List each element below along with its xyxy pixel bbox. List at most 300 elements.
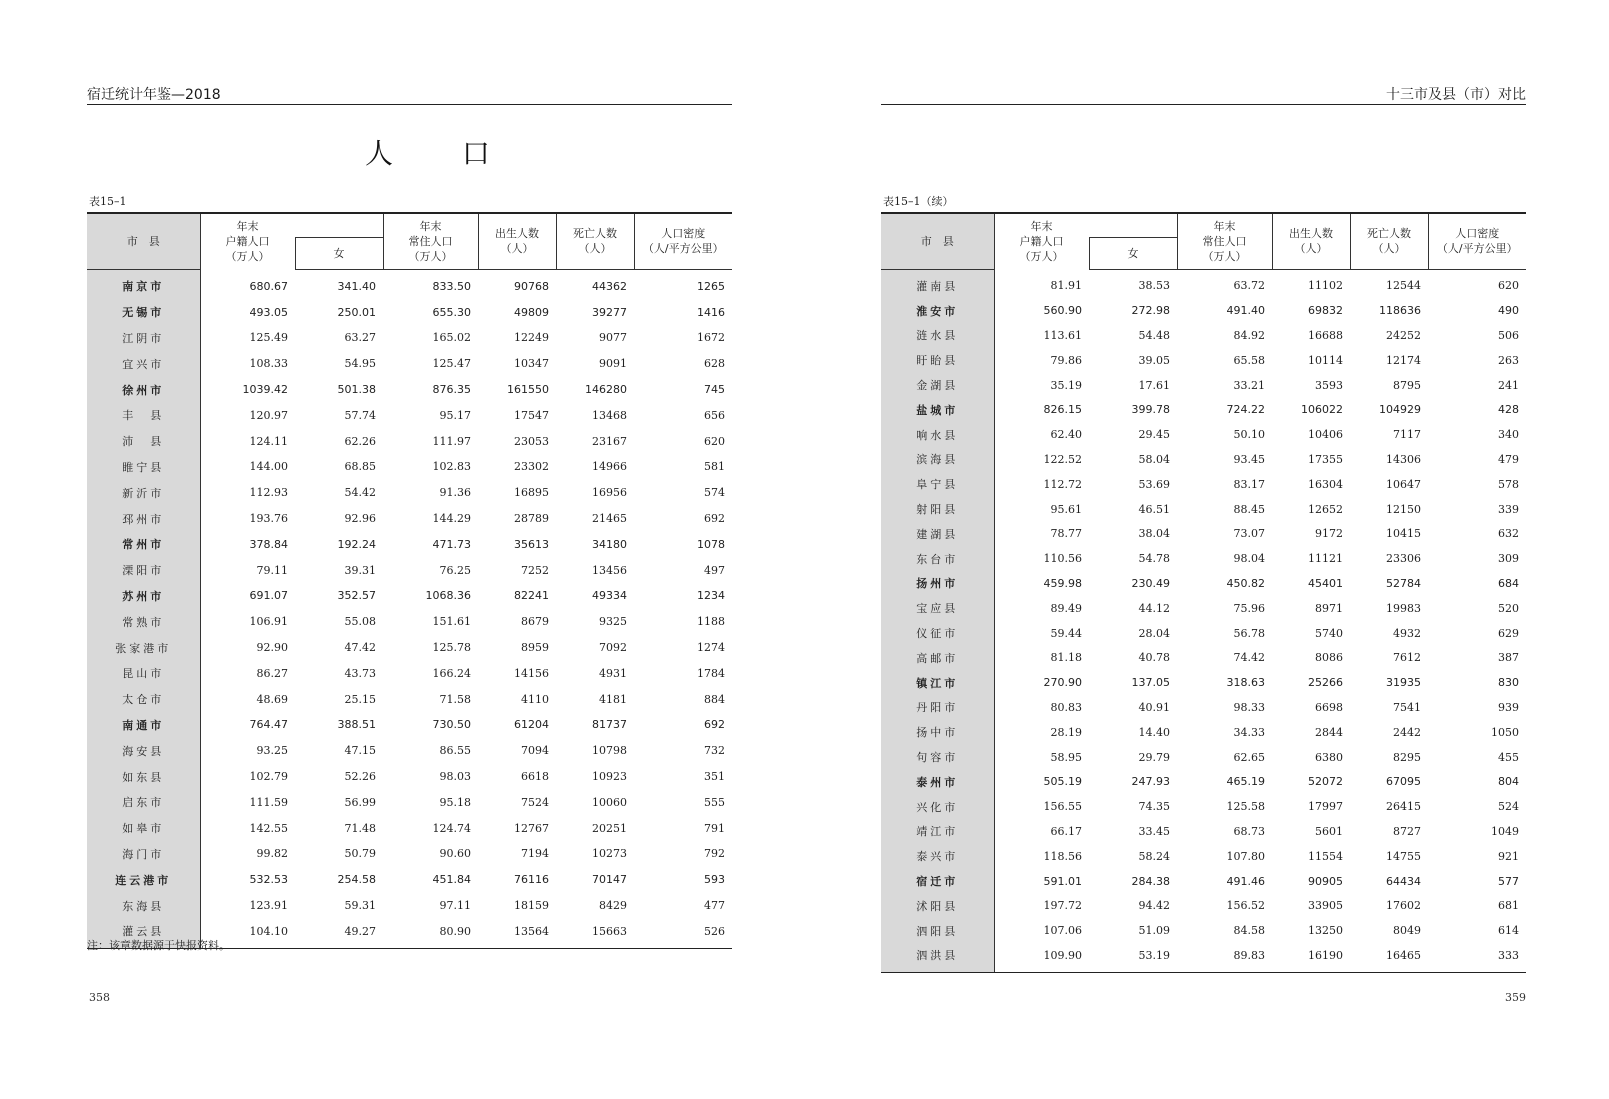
table-row (881, 769, 1526, 794)
area-cell: 泰州市 (881, 769, 994, 794)
header-resident: 年末 常住人口 （万人） (1177, 213, 1272, 269)
registered-cell: 112.93 (249, 486, 288, 500)
table-row (87, 841, 732, 867)
area-cell: 盐城市 (881, 397, 994, 422)
births-cell: 13564 (478, 918, 556, 948)
deaths-cell: 15663 (556, 918, 634, 948)
table-code: 表15–1（续） (883, 195, 954, 208)
births-cell: 76116 (514, 873, 549, 887)
deaths-cell: 9325 (599, 615, 627, 629)
births-cell: 5740 (1315, 626, 1343, 640)
births-cell: 33905 (1308, 899, 1343, 913)
area-cell: 丹阳市 (881, 695, 994, 720)
deaths-cell: 19983 (1386, 601, 1421, 615)
header-rule (881, 104, 1526, 105)
header-deaths: 死亡人数 （人） (1350, 213, 1428, 269)
registered-cell: 62.40 (1050, 428, 1082, 442)
deaths-cell: 49334 (592, 589, 627, 603)
female-cell: 47.15 (344, 744, 376, 758)
density-cell: 1784 (697, 666, 725, 680)
area-cell: 泗洪县 (881, 943, 994, 972)
deaths-cell: 4181 (599, 692, 627, 706)
table-row (881, 397, 1526, 422)
density-cell: 692 (704, 718, 725, 732)
female-cell: 54.42 (344, 486, 376, 500)
density-cell: 351 (704, 770, 725, 784)
table-row (881, 943, 1526, 972)
deaths-cell: 14306 (1386, 452, 1421, 466)
density-cell: 428 (1498, 403, 1519, 417)
resident-cell: 876.35 (432, 383, 471, 397)
header-births: 出生人数 （人） (1272, 213, 1350, 269)
births-cell: 5601 (1315, 824, 1343, 838)
area-cell: 金湖县 (881, 373, 994, 398)
deaths-cell: 118636 (1379, 304, 1421, 318)
registered-cell: 826.15 (1043, 403, 1082, 417)
registered-cell: 28.19 (1050, 725, 1082, 739)
table-row (881, 298, 1526, 323)
density-cell: 455 (1498, 750, 1519, 764)
density-cell: 339 (1498, 502, 1519, 516)
density-cell: 309 (1498, 552, 1519, 566)
footnote: 注：该章数据源于快报资料。 (87, 939, 230, 952)
density-cell: 620 (1498, 279, 1519, 293)
density-cell: 333 (1428, 943, 1526, 972)
table-row (881, 645, 1526, 670)
area-cell: 滨海县 (881, 447, 994, 472)
female-cell: 50.79 (344, 847, 376, 861)
births-cell: 35613 (514, 537, 549, 551)
resident-cell: 166.24 (432, 666, 471, 680)
header-deaths: 死亡人数 （人） (556, 213, 634, 269)
table-row (87, 686, 732, 712)
female-cell: 52.26 (344, 770, 376, 784)
table-row (87, 815, 732, 841)
density-cell: 921 (1498, 849, 1519, 863)
births-cell: 161550 (507, 383, 549, 397)
area-cell: 宜兴市 (87, 351, 200, 377)
deaths-cell: 20251 (592, 821, 627, 835)
female-cell: 74.35 (1138, 800, 1170, 814)
registered-cell: 80.83 (1050, 700, 1082, 714)
resident-cell: 93.45 (1233, 452, 1265, 466)
births-cell: 2844 (1315, 725, 1343, 739)
area-cell: 新沂市 (87, 480, 200, 506)
registered-cell: 118.56 (1043, 849, 1082, 863)
resident-cell: 84.58 (1233, 924, 1265, 938)
registered-cell: 48.69 (256, 692, 288, 706)
density-cell: 732 (704, 744, 725, 758)
registered-cell: 120.97 (249, 408, 288, 422)
resident-cell: 98.03 (439, 770, 471, 784)
births-cell: 82241 (514, 589, 549, 603)
births-cell: 11102 (1308, 279, 1343, 293)
header-female: 女 (295, 237, 383, 269)
deaths-cell: 7092 (599, 641, 627, 655)
table-row (87, 738, 732, 764)
area-cell: 海安县 (87, 738, 200, 764)
deaths-cell: 10798 (592, 744, 627, 758)
resident-cell: 125.78 (432, 641, 471, 655)
registered-cell: 1039.42 (242, 383, 288, 397)
area-cell: 苏州市 (87, 583, 200, 609)
area-cell: 太仓市 (87, 686, 200, 712)
births-cell: 6380 (1315, 750, 1343, 764)
resident-cell: 90.60 (439, 847, 471, 861)
table-row (881, 447, 1526, 472)
area-cell: 兴化市 (881, 794, 994, 819)
density-cell: 614 (1498, 924, 1519, 938)
density-cell: 692 (704, 512, 725, 526)
registered-cell: 89.49 (1050, 601, 1082, 615)
registered-cell: 156.55 (1043, 800, 1082, 814)
header-rule (87, 104, 732, 105)
births-cell: 12249 (514, 331, 549, 345)
resident-cell: 56.78 (1233, 626, 1265, 640)
table-row (881, 745, 1526, 770)
resident-cell: 50.10 (1233, 428, 1265, 442)
deaths-cell: 8727 (1393, 824, 1421, 838)
area-cell: 射阳县 (881, 497, 994, 522)
female-cell: 14.40 (1138, 725, 1170, 739)
female-cell: 46.51 (1138, 502, 1170, 516)
table-row (87, 660, 732, 686)
registered-cell: 111.59 (249, 795, 288, 809)
registered-cell: 86.27 (256, 666, 288, 680)
area-cell: 海门市 (87, 841, 200, 867)
resident-cell: 76.25 (439, 563, 471, 577)
female-cell: 25.15 (344, 692, 376, 706)
density-cell: 791 (704, 821, 725, 835)
female-cell: 54.78 (1138, 552, 1170, 566)
female-cell: 54.95 (344, 357, 376, 371)
table-code: 表15–1 (89, 195, 127, 208)
registered-cell: 81.91 (1050, 279, 1082, 293)
deaths-cell: 7117 (1393, 428, 1421, 442)
births-cell: 49809 (514, 305, 549, 319)
density-cell: 263 (1498, 353, 1519, 367)
density-cell: 555 (704, 795, 725, 809)
table-row (87, 635, 732, 661)
density-cell: 830 (1498, 676, 1519, 690)
registered-cell: 35.19 (1050, 378, 1082, 392)
female-cell: 40.78 (1138, 651, 1170, 665)
area-cell: 南通市 (87, 712, 200, 738)
density-cell: 745 (704, 383, 725, 397)
deaths-cell: 70147 (592, 873, 627, 887)
female-cell: 137.05 (1131, 676, 1170, 690)
female-cell: 68.85 (344, 460, 376, 474)
area-cell: 睢宁县 (87, 454, 200, 480)
births-cell: 7194 (521, 847, 549, 861)
area-cell: 无锡市 (87, 299, 200, 325)
births-cell: 10347 (514, 357, 549, 371)
resident-cell: 1068.36 (425, 589, 471, 603)
registered-cell: 108.33 (249, 357, 288, 371)
resident-cell: 65.58 (1233, 353, 1265, 367)
female-cell: 247.93 (1131, 775, 1170, 789)
registered-cell: 122.52 (1043, 452, 1082, 466)
header-blank (295, 213, 383, 237)
area-cell: 沭阳县 (881, 893, 994, 918)
density-cell: 520 (1498, 601, 1519, 615)
resident-cell: 98.04 (1233, 552, 1265, 566)
area-cell: 宿迁市 (881, 869, 994, 894)
female-cell: 38.04 (1138, 527, 1170, 541)
deaths-cell: 64434 (1386, 874, 1421, 888)
female-cell: 71.48 (344, 821, 376, 835)
deaths-cell: 7541 (1393, 700, 1421, 714)
density-cell: 1265 (697, 279, 725, 293)
deaths-cell: 24252 (1386, 328, 1421, 342)
registered-cell: 93.25 (256, 744, 288, 758)
births-cell: 8679 (521, 615, 549, 629)
resident-cell: 125.58 (1226, 800, 1265, 814)
births-cell: 7094 (521, 744, 549, 758)
births-cell: 12767 (514, 821, 549, 835)
female-cell: 53.69 (1138, 477, 1170, 491)
density-cell: 387 (1498, 651, 1519, 665)
registered-cell: 59.44 (1050, 626, 1082, 640)
registered-cell: 107.06 (1043, 924, 1082, 938)
deaths-cell: 10415 (1386, 527, 1421, 541)
resident-cell: 80.90 (383, 918, 478, 948)
resident-cell: 68.73 (1233, 824, 1265, 838)
density-cell: 656 (704, 408, 725, 422)
deaths-cell: 26415 (1386, 800, 1421, 814)
density-cell: 497 (704, 563, 725, 577)
female-cell: 44.12 (1138, 601, 1170, 615)
births-cell: 8086 (1315, 651, 1343, 665)
table-body-left (87, 269, 732, 949)
births-cell: 7252 (521, 563, 549, 577)
table-row (881, 521, 1526, 546)
female-cell: 63.27 (344, 331, 376, 345)
chapter-title: 人 口 (365, 137, 520, 170)
births-cell: 52072 (1308, 775, 1343, 789)
resident-cell: 97.11 (439, 899, 471, 913)
female-cell: 55.08 (344, 615, 376, 629)
area-cell: 启东市 (87, 789, 200, 815)
registered-cell: 92.90 (256, 641, 288, 655)
header-density: 人口密度 （人/平方公里） (1428, 213, 1526, 269)
table-row (881, 422, 1526, 447)
female-cell: 29.45 (1138, 428, 1170, 442)
resident-cell: 655.30 (432, 305, 471, 319)
density-cell: 578 (1498, 477, 1519, 491)
area-cell: 东海县 (87, 893, 200, 919)
header-registered: 年末 户籍人口 （万人） (994, 213, 1089, 269)
area-cell: 常州市 (87, 531, 200, 557)
births-cell: 8959 (521, 641, 549, 655)
table-row (87, 609, 732, 635)
deaths-cell: 9077 (599, 331, 627, 345)
resident-cell: 75.96 (1233, 601, 1265, 615)
female-cell: 230.49 (1131, 576, 1170, 590)
registered-cell: 680.67 (249, 279, 288, 293)
area-cell: 江阴市 (87, 325, 200, 351)
density-cell: 581 (704, 460, 725, 474)
resident-cell: 318.63 (1226, 676, 1265, 690)
resident-cell: 95.17 (439, 408, 471, 422)
births-cell: 6618 (521, 770, 549, 784)
area-cell: 淮安市 (881, 298, 994, 323)
births-cell: 12652 (1308, 502, 1343, 516)
area-cell: 仪征市 (881, 621, 994, 646)
registered-cell: 560.90 (1043, 304, 1082, 318)
female-cell: 501.38 (337, 383, 376, 397)
population-table-right (881, 212, 1526, 973)
births-cell: 17355 (1308, 452, 1343, 466)
table-row (881, 695, 1526, 720)
page-number-right: 359 (1505, 991, 1526, 1004)
resident-cell: 724.22 (1226, 403, 1265, 417)
registered-cell: 110.56 (1043, 552, 1082, 566)
female-cell: 94.42 (1138, 899, 1170, 913)
registered-cell: 142.55 (249, 821, 288, 835)
left-page (0, 0, 800, 1099)
female-cell: 51.09 (1138, 924, 1170, 938)
deaths-cell: 44362 (592, 279, 627, 293)
resident-cell: 125.47 (432, 357, 471, 371)
density-cell: 477 (704, 899, 725, 913)
table-row (881, 670, 1526, 695)
registered-cell: 378.84 (249, 537, 288, 551)
resident-cell: 144.29 (432, 512, 471, 526)
area-cell: 灌南县 (881, 269, 994, 298)
registered-cell: 66.17 (1050, 824, 1082, 838)
table-row (881, 323, 1526, 348)
table-row (87, 480, 732, 506)
deaths-cell: 9091 (599, 357, 627, 371)
female-cell: 38.53 (1138, 279, 1170, 293)
deaths-cell: 16465 (1350, 943, 1428, 972)
female-cell: 57.74 (344, 408, 376, 422)
female-cell: 29.79 (1138, 750, 1170, 764)
resident-cell: 62.65 (1233, 750, 1265, 764)
area-cell: 阜宁县 (881, 472, 994, 497)
deaths-cell: 13468 (592, 408, 627, 422)
female-cell: 58.24 (1138, 849, 1170, 863)
births-cell: 11121 (1308, 552, 1343, 566)
registered-cell: 113.61 (1043, 328, 1082, 342)
resident-cell: 63.72 (1233, 279, 1265, 293)
resident-cell: 84.92 (1233, 328, 1265, 342)
density-cell: 506 (1498, 328, 1519, 342)
births-cell: 8971 (1315, 601, 1343, 615)
resident-cell: 83.17 (1233, 477, 1265, 491)
births-cell: 28789 (514, 512, 549, 526)
deaths-cell: 23306 (1386, 552, 1421, 566)
female-cell: 92.96 (344, 512, 376, 526)
registered-cell: 79.86 (1050, 353, 1082, 367)
deaths-cell: 39277 (592, 305, 627, 319)
births-cell: 17547 (514, 408, 549, 422)
female-cell: 49.27 (295, 918, 383, 948)
resident-cell: 71.58 (439, 692, 471, 706)
births-cell: 3593 (1315, 378, 1343, 392)
header-resident: 年末 常住人口 （万人） (383, 213, 478, 269)
table-row (87, 402, 732, 428)
resident-cell: 107.80 (1226, 849, 1265, 863)
resident-cell: 491.46 (1226, 874, 1265, 888)
area-cell: 盱眙县 (881, 348, 994, 373)
density-cell: 577 (1498, 874, 1519, 888)
births-cell: 16304 (1308, 477, 1343, 491)
density-cell: 479 (1498, 452, 1519, 466)
header-blank (1089, 213, 1177, 237)
density-cell: 620 (704, 434, 725, 448)
deaths-cell: 23167 (592, 434, 627, 448)
table-body-right (881, 269, 1526, 972)
registered-cell: 102.79 (249, 770, 288, 784)
table-row (87, 867, 732, 893)
female-cell: 254.58 (337, 873, 376, 887)
area-cell: 靖江市 (881, 819, 994, 844)
table-row (87, 531, 732, 557)
header-density: 人口密度 （人/平方公里） (634, 213, 732, 269)
births-cell: 90768 (514, 279, 549, 293)
table-row (87, 428, 732, 454)
female-cell: 40.91 (1138, 700, 1170, 714)
running-head-left: 宿迁统计年鉴—2018 (87, 87, 221, 103)
deaths-cell: 10060 (592, 795, 627, 809)
deaths-cell: 16956 (592, 486, 627, 500)
density-cell: 804 (1498, 775, 1519, 789)
table-row (881, 571, 1526, 596)
births-cell: 25266 (1308, 676, 1343, 690)
running-head-right: 十三市及县（市）对比 (1386, 87, 1526, 103)
density-cell: 629 (1498, 626, 1519, 640)
density-cell: 241 (1498, 378, 1519, 392)
area-cell: 扬州市 (881, 571, 994, 596)
deaths-cell: 52784 (1386, 576, 1421, 590)
registered-cell: 58.95 (1050, 750, 1082, 764)
table-row (87, 764, 732, 790)
female-cell: 352.57 (337, 589, 376, 603)
registered-cell: 125.49 (249, 331, 288, 345)
resident-cell: 98.33 (1233, 700, 1265, 714)
area-cell: 镇江市 (881, 670, 994, 695)
registered-cell: 81.18 (1050, 651, 1082, 665)
header-area: 市 县 (87, 213, 200, 269)
table-row (881, 546, 1526, 571)
table-row (87, 893, 732, 919)
registered-cell: 459.98 (1043, 576, 1082, 590)
registered-cell: 104.10 (200, 918, 295, 948)
deaths-cell: 104929 (1379, 403, 1421, 417)
registered-cell: 270.90 (1043, 676, 1082, 690)
registered-cell: 764.47 (249, 718, 288, 732)
table-row (881, 373, 1526, 398)
density-cell: 684 (1498, 576, 1519, 590)
table-row (881, 794, 1526, 819)
female-cell: 33.45 (1138, 824, 1170, 838)
resident-cell: 88.45 (1233, 502, 1265, 516)
births-cell: 61204 (514, 718, 549, 732)
population-table-left (87, 212, 732, 949)
area-cell: 徐州市 (87, 377, 200, 403)
registered-cell: 691.07 (249, 589, 288, 603)
table-row (87, 377, 732, 403)
header-registered: 年末 户籍人口 （万人） (200, 213, 295, 269)
resident-cell: 471.73 (432, 537, 471, 551)
births-cell: 4110 (521, 692, 549, 706)
table-row (87, 506, 732, 532)
registered-cell: 124.11 (249, 434, 288, 448)
table-row (881, 819, 1526, 844)
deaths-cell: 67095 (1386, 775, 1421, 789)
